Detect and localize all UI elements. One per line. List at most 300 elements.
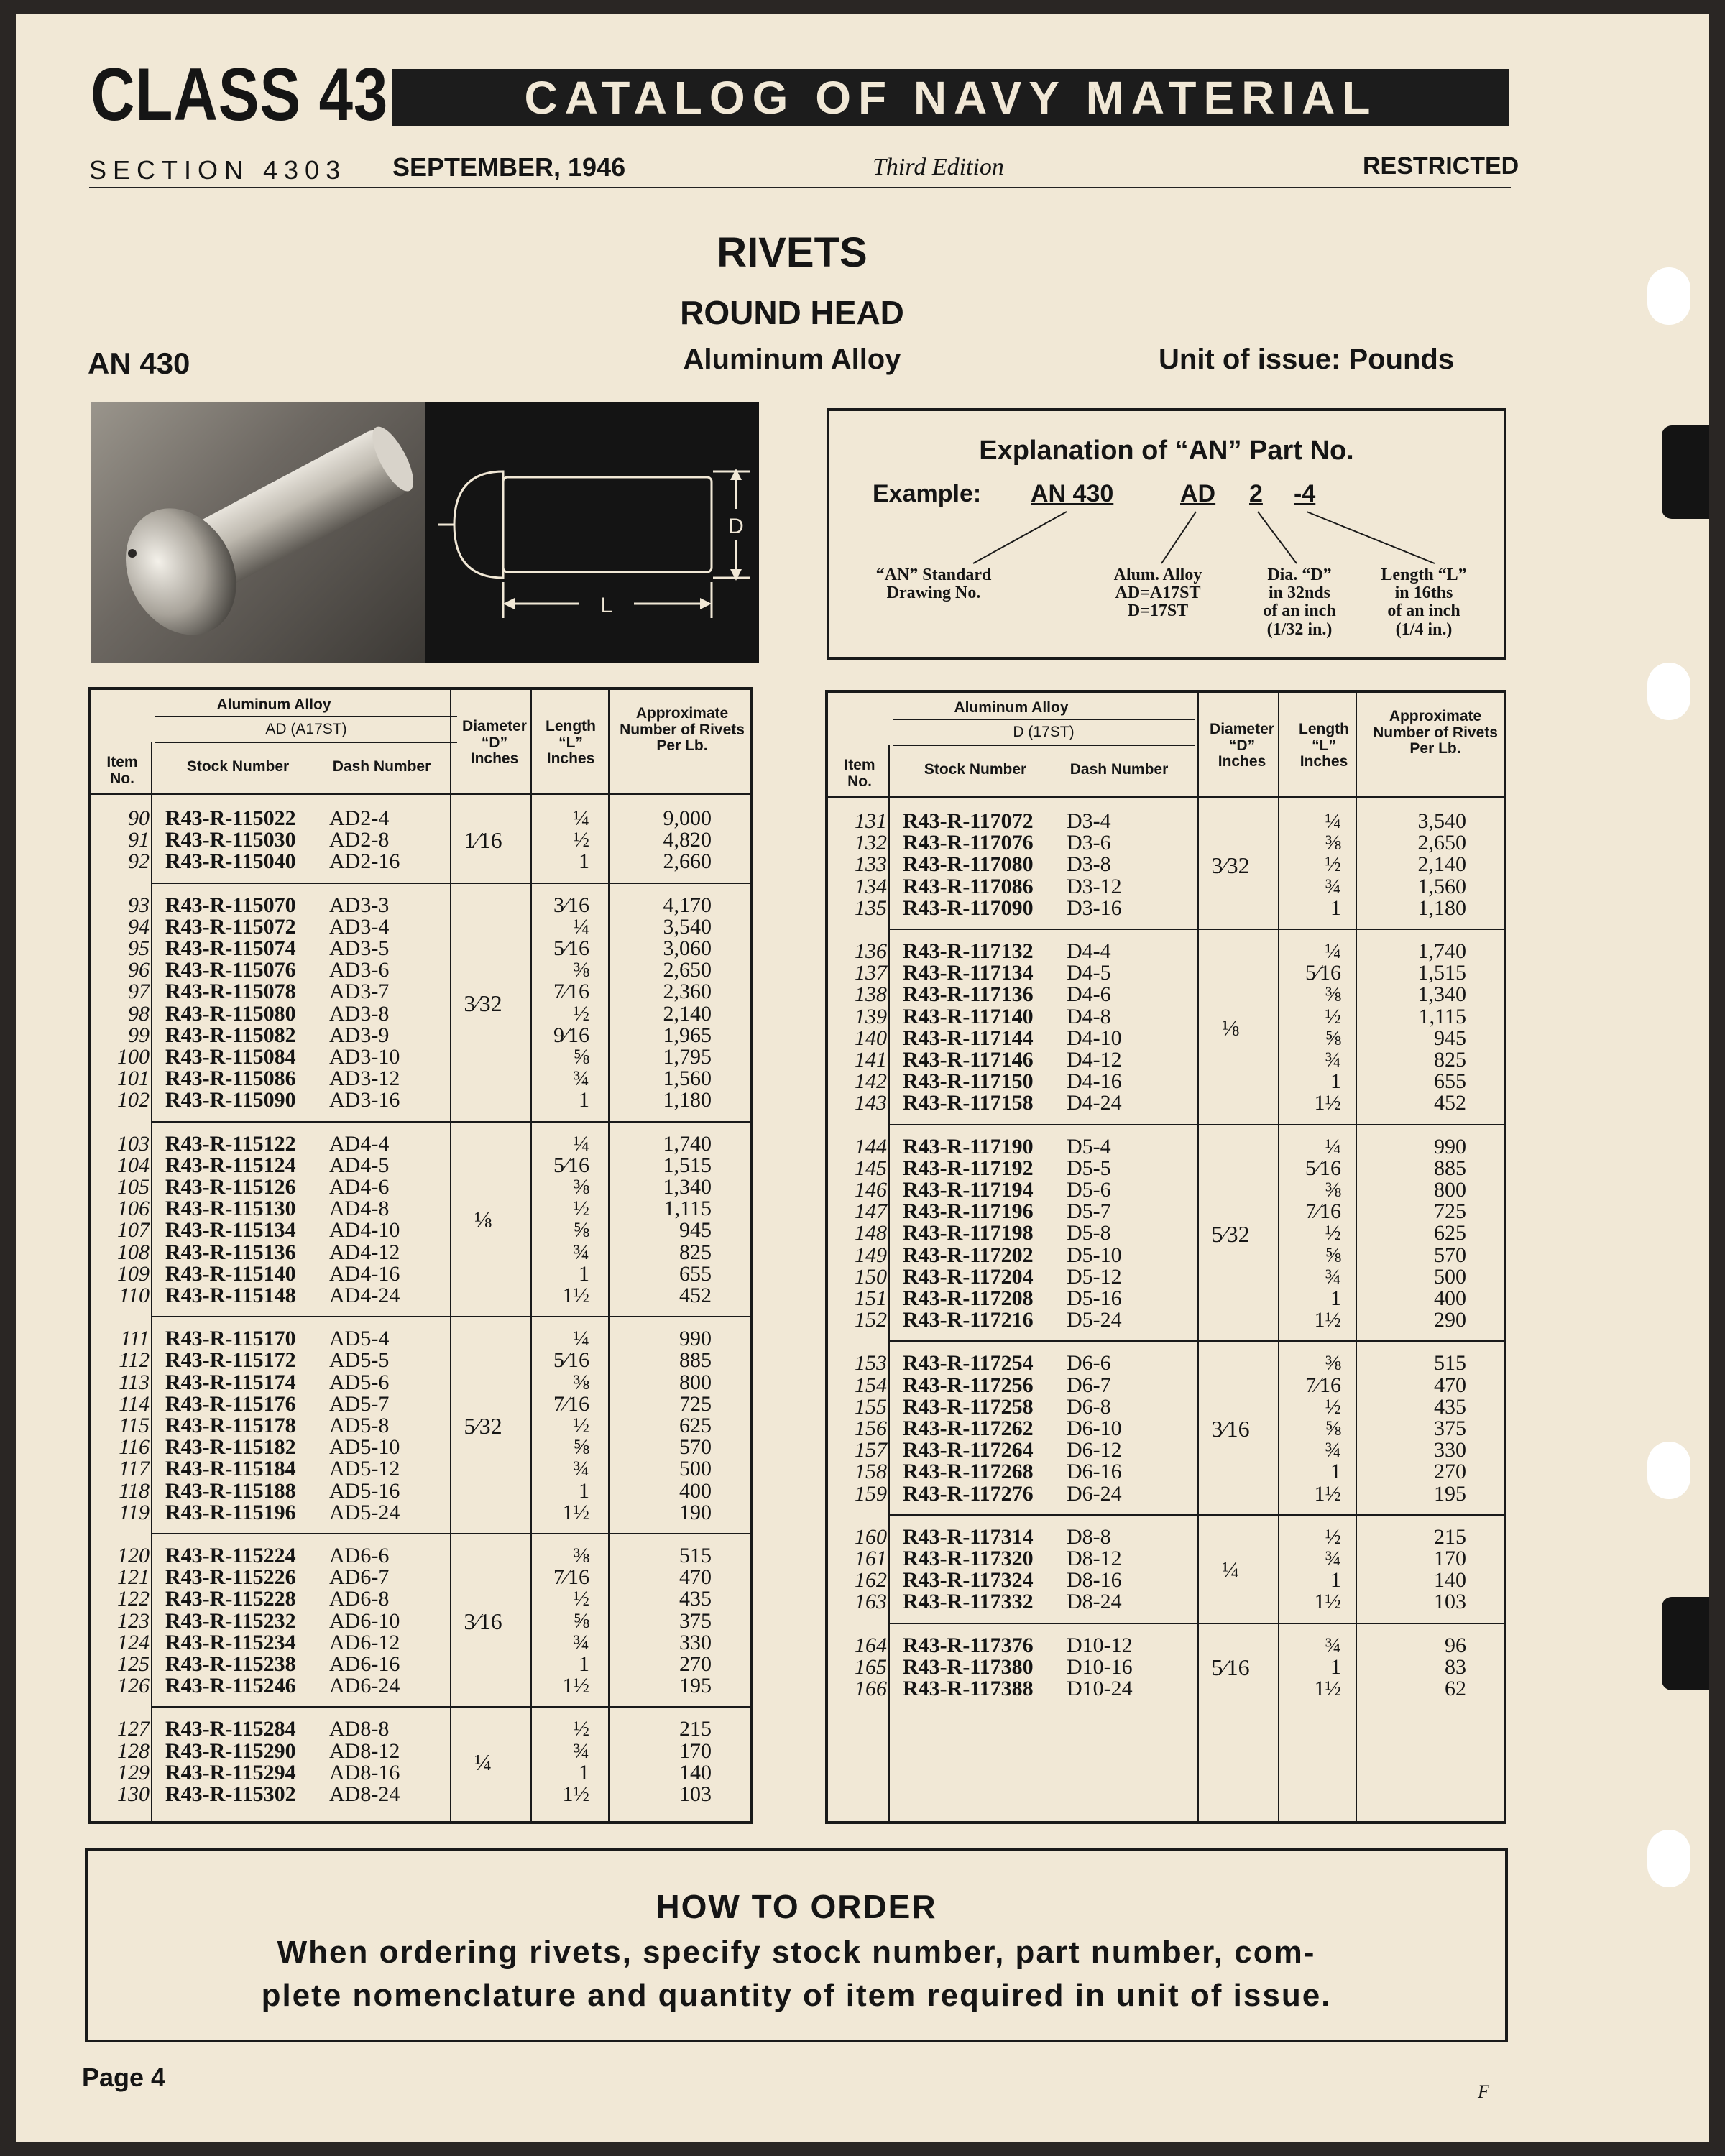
rivets-per-lb: 4,820 bbox=[663, 828, 712, 852]
note-line: Dia. “D” bbox=[1267, 566, 1332, 584]
col-dash-header: Dash Number bbox=[332, 758, 431, 775]
item-number: 155 bbox=[855, 1394, 887, 1419]
stock-number: R43-R-115176 bbox=[165, 1391, 296, 1416]
table-row bbox=[99, 1133, 742, 1155]
item-number: 96 bbox=[128, 958, 150, 982]
table-row bbox=[99, 1718, 742, 1740]
table-row bbox=[837, 1418, 1495, 1439]
dash-number: D10-24 bbox=[1067, 1677, 1133, 1700]
diameter-value: 3⁄16 bbox=[464, 1608, 502, 1634]
dash-number: D4-10 bbox=[1067, 1026, 1122, 1050]
rivets-per-lb: 500 bbox=[1434, 1264, 1466, 1289]
table-row bbox=[837, 1309, 1495, 1331]
length-value: ½ bbox=[573, 1197, 589, 1221]
note-line: “AN” Standard bbox=[875, 566, 992, 584]
sub-header: AD (A17ST) bbox=[265, 721, 347, 737]
rivets-per-lb: 1,180 bbox=[1417, 895, 1466, 920]
rivets-per-lb: 945 bbox=[1434, 1026, 1466, 1050]
diameter-value: ⅛ bbox=[1222, 1014, 1239, 1041]
stock-number: R43-R-115022 bbox=[165, 806, 296, 830]
rivets-per-lb: 1,115 bbox=[1418, 1004, 1466, 1028]
table-row bbox=[99, 1350, 742, 1371]
rivets-per-lb: 625 bbox=[1434, 1221, 1466, 1245]
length-value: 1½ bbox=[562, 1674, 589, 1698]
item-number: 104 bbox=[117, 1153, 150, 1177]
group-separator bbox=[151, 1316, 750, 1317]
dash-number: AD4-12 bbox=[329, 1240, 400, 1264]
example-part-diameter: 2 bbox=[1249, 480, 1263, 507]
dash-number: AD4-4 bbox=[329, 1131, 390, 1156]
length-value: 5⁄16 bbox=[553, 1153, 589, 1177]
dash-number: AD2-16 bbox=[329, 849, 400, 874]
binder-tab bbox=[1662, 1597, 1709, 1690]
table-row bbox=[837, 1201, 1495, 1222]
diameter-value: ¼ bbox=[474, 1749, 492, 1775]
rivets-per-lb: 270 bbox=[679, 1652, 712, 1676]
length-value: ½ bbox=[1325, 1524, 1341, 1549]
length-value: ½ bbox=[1325, 1221, 1341, 1245]
item-number: 162 bbox=[855, 1568, 887, 1593]
item-number: 98 bbox=[128, 1001, 150, 1026]
col-stock-header: Stock Number bbox=[186, 758, 290, 775]
stock-number: R43-R-117090 bbox=[903, 895, 1034, 920]
length-value: 1 bbox=[1330, 1654, 1341, 1679]
group-separator bbox=[888, 1124, 1504, 1125]
stock-number: R43-R-117208 bbox=[903, 1286, 1034, 1310]
rivets-per-lb: 452 bbox=[1434, 1091, 1466, 1115]
rivets-per-lb: 195 bbox=[1434, 1481, 1466, 1506]
dash-number: D6-16 bbox=[1067, 1460, 1122, 1484]
length-value: ⅜ bbox=[573, 958, 589, 982]
stock-number: R43-R-117324 bbox=[903, 1568, 1034, 1593]
length-value: 9⁄16 bbox=[553, 1023, 589, 1047]
col-item-header: Item No. bbox=[106, 754, 138, 787]
table-row bbox=[99, 1176, 742, 1198]
length-value: 7⁄16 bbox=[553, 980, 589, 1004]
table-row bbox=[99, 1068, 742, 1089]
part-number-explanation-box bbox=[827, 408, 1506, 660]
group-separator bbox=[151, 1121, 750, 1123]
table-row bbox=[99, 895, 742, 916]
dash-number: AD3-12 bbox=[329, 1067, 400, 1091]
example-part-length: -4 bbox=[1294, 480, 1316, 507]
how-to-order-box bbox=[85, 1848, 1508, 2042]
dash-number: AD5-16 bbox=[329, 1478, 400, 1503]
item-number: 130 bbox=[117, 1782, 150, 1806]
stock-number: R43-R-115040 bbox=[165, 849, 296, 874]
dash-number: AD5-10 bbox=[329, 1435, 400, 1460]
item-number: 149 bbox=[855, 1243, 887, 1267]
table-row bbox=[99, 1025, 742, 1046]
length-value: ¾ bbox=[573, 1067, 589, 1091]
dash-number: D4-4 bbox=[1067, 939, 1111, 963]
rivets-per-lb: 470 bbox=[679, 1565, 712, 1590]
dash-number: AD3-8 bbox=[329, 1001, 390, 1026]
rivets-per-lb: 1,515 bbox=[663, 1153, 712, 1177]
rivets-per-lb: 330 bbox=[1434, 1438, 1466, 1462]
catalog-banner: CATALOG OF NAVY MATERIAL bbox=[392, 69, 1509, 126]
col-diameter-header: Diameter “D” Inches bbox=[1210, 721, 1274, 770]
date-label: SEPTEMBER, 1946 bbox=[392, 152, 626, 182]
header-divider bbox=[89, 187, 1511, 188]
diameter-value: 3⁄32 bbox=[1211, 852, 1250, 878]
class-title: CLASS 43 bbox=[91, 53, 389, 137]
item-number: 112 bbox=[119, 1348, 150, 1373]
stock-number: R43-R-117190 bbox=[903, 1134, 1034, 1158]
item-number: 129 bbox=[117, 1760, 150, 1784]
length-value: ½ bbox=[1325, 1004, 1341, 1028]
dash-number: AD6-10 bbox=[329, 1608, 400, 1633]
length-value: ½ bbox=[573, 1001, 589, 1026]
table-row bbox=[99, 1502, 742, 1524]
length-value: ⅜ bbox=[573, 1370, 589, 1394]
rivets-per-lb: 190 bbox=[679, 1500, 712, 1524]
length-value: ½ bbox=[573, 1587, 589, 1611]
length-value: 1 bbox=[1330, 1069, 1341, 1094]
dash-number: D5-5 bbox=[1067, 1156, 1111, 1180]
stock-number: R43-R-117196 bbox=[903, 1199, 1034, 1224]
rivets-per-lb: 990 bbox=[1434, 1134, 1466, 1158]
table-row bbox=[837, 1678, 1495, 1700]
stock-number: R43-R-115170 bbox=[165, 1327, 296, 1351]
table-row bbox=[837, 1245, 1495, 1266]
item-number: 95 bbox=[128, 936, 150, 960]
edition-label: Third Edition bbox=[873, 154, 1004, 180]
binder-hole bbox=[1647, 1830, 1690, 1887]
table-row bbox=[837, 1288, 1495, 1309]
rivets-per-lb: 1,740 bbox=[1417, 939, 1466, 963]
item-number: 108 bbox=[117, 1240, 150, 1264]
stock-number: R43-R-115030 bbox=[165, 828, 296, 852]
rivets-per-lb: 500 bbox=[679, 1457, 712, 1481]
rivets-per-lb: 435 bbox=[679, 1587, 712, 1611]
item-number: 164 bbox=[855, 1633, 887, 1657]
table-row bbox=[99, 1046, 742, 1068]
diameter-value: 3⁄32 bbox=[464, 990, 502, 1016]
dash-number: AD5-5 bbox=[329, 1348, 390, 1373]
stock-number: R43-R-115290 bbox=[165, 1738, 296, 1763]
header-rule bbox=[91, 793, 750, 795]
length-value: 1½ bbox=[1314, 1590, 1341, 1614]
binder-hole bbox=[1647, 663, 1690, 720]
rivets-per-lb: 2,140 bbox=[663, 1001, 712, 1026]
rivets-per-lb: 655 bbox=[1434, 1069, 1466, 1094]
item-number: 125 bbox=[117, 1652, 150, 1676]
dash-number: AD3-6 bbox=[329, 958, 390, 982]
table-row bbox=[99, 1393, 742, 1415]
item-number: 159 bbox=[855, 1481, 887, 1506]
item-number: 158 bbox=[855, 1460, 887, 1484]
length-value: ½ bbox=[1325, 852, 1341, 877]
stock-number: R43-R-115232 bbox=[165, 1608, 296, 1633]
length-value: ⅝ bbox=[573, 1218, 589, 1243]
item-number: 100 bbox=[117, 1045, 150, 1069]
table-row bbox=[837, 1136, 1495, 1158]
table-row bbox=[99, 808, 742, 829]
dash-number: AD6-7 bbox=[329, 1565, 390, 1590]
length-value: ¼ bbox=[1325, 809, 1341, 833]
dash-number: D6-10 bbox=[1067, 1416, 1122, 1440]
item-number: 123 bbox=[117, 1608, 150, 1633]
dash-number: D8-24 bbox=[1067, 1590, 1122, 1614]
stock-number: R43-R-117076 bbox=[903, 831, 1034, 855]
dash-number: AD8-12 bbox=[329, 1738, 400, 1763]
item-number: 160 bbox=[855, 1524, 887, 1549]
dash-number: D10-12 bbox=[1067, 1633, 1133, 1657]
length-value: ⅝ bbox=[573, 1045, 589, 1069]
table-row bbox=[837, 1158, 1495, 1179]
stock-number: R43-R-117256 bbox=[903, 1373, 1034, 1397]
table-row bbox=[837, 1654, 1495, 1679]
table-row bbox=[99, 1263, 742, 1285]
rivets-per-lb: 885 bbox=[1434, 1156, 1466, 1180]
group-header: Aluminum Alloy bbox=[954, 699, 1069, 716]
table-row bbox=[99, 1545, 742, 1567]
length-value: ¾ bbox=[1325, 1547, 1341, 1570]
item-number: 124 bbox=[117, 1630, 150, 1654]
rivets-per-lb: 375 bbox=[1434, 1416, 1466, 1440]
note-line: of an inch bbox=[1263, 602, 1336, 621]
binder-hole bbox=[1647, 1442, 1690, 1499]
length-value: 1 bbox=[579, 849, 589, 874]
rivets-per-lb: 3,060 bbox=[663, 936, 712, 960]
stock-number: R43-R-117080 bbox=[903, 852, 1034, 877]
rivet-photo bbox=[91, 402, 426, 663]
length-value: ⅜ bbox=[1325, 1178, 1341, 1202]
table-row bbox=[99, 1567, 742, 1588]
binder-hole bbox=[1647, 267, 1690, 325]
rivets-per-lb: 375 bbox=[679, 1608, 712, 1633]
rivets-per-lb: 1,965 bbox=[663, 1023, 712, 1047]
rivets-per-lb: 2,140 bbox=[1417, 852, 1466, 877]
table-row bbox=[837, 941, 1495, 962]
stock-number: R43-R-115246 bbox=[165, 1674, 296, 1698]
stock-number: R43-R-115122 bbox=[165, 1131, 296, 1156]
diameter-dimension-label: D bbox=[728, 515, 744, 538]
table-row bbox=[837, 876, 1495, 898]
table-row bbox=[99, 1155, 742, 1176]
item-number: 152 bbox=[855, 1308, 887, 1332]
unit-of-issue-label: Unit of issue: Pounds bbox=[1159, 344, 1455, 375]
note-line: D=17ST bbox=[1127, 602, 1189, 621]
rivets-per-lb: 103 bbox=[1434, 1590, 1466, 1614]
length-value: ⅜ bbox=[1325, 831, 1341, 855]
item-number: 121 bbox=[117, 1565, 150, 1590]
page-number: Page 4 bbox=[82, 2063, 166, 2092]
stock-number: R43-R-115224 bbox=[165, 1544, 296, 1567]
rivets-per-lb: 1,560 bbox=[663, 1067, 712, 1091]
rivets-per-lb: 452 bbox=[679, 1284, 712, 1307]
item-number: 154 bbox=[855, 1373, 887, 1397]
table-row bbox=[99, 1003, 742, 1025]
binder-tab bbox=[1662, 425, 1709, 519]
item-number: 116 bbox=[119, 1435, 150, 1460]
rivets-per-lb: 2,650 bbox=[663, 958, 712, 982]
example-label: Example: bbox=[873, 480, 982, 507]
table-row bbox=[837, 1049, 1495, 1071]
item-number: 144 bbox=[855, 1134, 887, 1158]
item-number: 141 bbox=[855, 1048, 887, 1072]
length-value: ¾ bbox=[1325, 1438, 1341, 1462]
dash-number: AD3-3 bbox=[329, 893, 390, 917]
rivets-per-lb: 470 bbox=[1434, 1373, 1466, 1397]
table-row bbox=[837, 1570, 1495, 1591]
item-number: 161 bbox=[855, 1547, 887, 1570]
dash-number: D5-4 bbox=[1067, 1134, 1111, 1158]
length-value: 7⁄16 bbox=[1305, 1199, 1341, 1224]
length-value: ¼ bbox=[573, 914, 589, 939]
table-row bbox=[837, 1179, 1495, 1201]
rivets-per-lb: 9,000 bbox=[663, 806, 712, 830]
dash-number: AD6-24 bbox=[329, 1674, 400, 1698]
length-value: ⅝ bbox=[573, 1435, 589, 1460]
length-value: 1½ bbox=[1314, 1091, 1341, 1115]
stock-number: R43-R-115184 bbox=[165, 1457, 296, 1481]
rivets-per-lb: 140 bbox=[679, 1760, 712, 1784]
item-number: 166 bbox=[855, 1677, 887, 1700]
dash-number: D3-4 bbox=[1067, 809, 1111, 833]
table-row bbox=[99, 1675, 742, 1697]
table-row bbox=[837, 811, 1495, 832]
dash-number: AD5-6 bbox=[329, 1370, 390, 1394]
dash-number: AD4-16 bbox=[329, 1261, 400, 1286]
length-value: 1 bbox=[579, 1261, 589, 1286]
length-value: 1 bbox=[1330, 1568, 1341, 1593]
stock-number: R43-R-115072 bbox=[165, 914, 296, 939]
stock-number: R43-R-117150 bbox=[903, 1069, 1034, 1094]
length-value: 7⁄16 bbox=[553, 1391, 589, 1416]
stock-number: R43-R-115228 bbox=[165, 1587, 296, 1611]
length-value: 5⁄16 bbox=[1305, 1156, 1341, 1180]
example-part-alloy: AD bbox=[1180, 480, 1216, 507]
dash-number: D8-16 bbox=[1067, 1568, 1122, 1593]
rivets-per-lb: 170 bbox=[1434, 1547, 1466, 1570]
rivets-per-lb: 400 bbox=[679, 1478, 712, 1503]
dash-number: D8-12 bbox=[1067, 1547, 1122, 1570]
dash-number: AD5-4 bbox=[329, 1327, 390, 1351]
page-subtitle: ROUND HEAD bbox=[680, 294, 904, 331]
dash-number: D6-12 bbox=[1067, 1438, 1122, 1462]
item-number: 163 bbox=[855, 1590, 887, 1614]
rivets-per-lb: 945 bbox=[679, 1218, 712, 1243]
dash-number: D3-12 bbox=[1067, 874, 1122, 898]
diameter-value: 3⁄16 bbox=[1211, 1416, 1250, 1442]
rivets-per-lb: 1,340 bbox=[663, 1175, 712, 1199]
stock-number: R43-R-115074 bbox=[165, 936, 296, 960]
rivets-per-lb: 1,740 bbox=[663, 1131, 712, 1156]
item-number: 92 bbox=[128, 849, 150, 874]
rivets-per-lb: 270 bbox=[1434, 1460, 1466, 1484]
stock-number: R43-R-117276 bbox=[903, 1481, 1034, 1506]
dash-number: AD8-24 bbox=[329, 1782, 400, 1806]
stock-number: R43-R-115148 bbox=[165, 1284, 296, 1307]
length-value: ¾ bbox=[1325, 874, 1341, 898]
length-value: 1 bbox=[579, 1478, 589, 1503]
stock-number: R43-R-117132 bbox=[903, 939, 1034, 963]
dash-number: D5-8 bbox=[1067, 1221, 1111, 1245]
stock-number: R43-R-115136 bbox=[165, 1240, 296, 1264]
d-alloy-rivet-table bbox=[825, 690, 1506, 1824]
item-number: 145 bbox=[855, 1156, 887, 1180]
stock-number: R43-R-115086 bbox=[165, 1067, 296, 1091]
stock-number: R43-R-117380 bbox=[903, 1654, 1034, 1679]
rivets-per-lb: 725 bbox=[1434, 1199, 1466, 1224]
diameter-value: ⅛ bbox=[474, 1207, 492, 1233]
dash-number: D5-16 bbox=[1067, 1286, 1122, 1310]
rivets-per-lb: 1,795 bbox=[663, 1045, 712, 1069]
rivets-per-lb: 725 bbox=[679, 1391, 712, 1416]
dash-number: AD3-7 bbox=[329, 980, 390, 1004]
length-value: 1 bbox=[1330, 1460, 1341, 1484]
table-row bbox=[837, 1461, 1495, 1483]
table-row bbox=[837, 1222, 1495, 1244]
table-row bbox=[99, 1762, 742, 1784]
dash-number: AD4-5 bbox=[329, 1153, 390, 1177]
col-item-header: Item No. bbox=[844, 757, 875, 790]
item-number: 148 bbox=[855, 1221, 887, 1245]
item-number: 113 bbox=[119, 1370, 150, 1394]
length-value: ⅝ bbox=[1325, 1026, 1341, 1050]
stock-number: R43-R-117262 bbox=[903, 1416, 1034, 1440]
how-to-order-title: HOW TO ORDER bbox=[656, 1888, 937, 1925]
stock-number: R43-R-117216 bbox=[903, 1308, 1034, 1332]
length-value: ¾ bbox=[1325, 1048, 1341, 1072]
table-row bbox=[837, 1375, 1495, 1396]
item-number: 118 bbox=[119, 1478, 150, 1503]
stock-number: R43-R-115226 bbox=[165, 1565, 296, 1590]
rivets-per-lb: 800 bbox=[679, 1370, 712, 1394]
dash-number: AD3-16 bbox=[329, 1088, 400, 1112]
note-line: AD=A17ST bbox=[1115, 584, 1201, 603]
dash-number: D8-8 bbox=[1067, 1524, 1111, 1549]
length-value: 1½ bbox=[1314, 1481, 1341, 1506]
item-number: 122 bbox=[117, 1587, 150, 1611]
dash-number: D5-6 bbox=[1067, 1178, 1111, 1202]
stock-number: R43-R-117144 bbox=[903, 1026, 1034, 1050]
dash-number: AD4-6 bbox=[329, 1175, 390, 1199]
catalog-page bbox=[16, 14, 1709, 2142]
dash-number: AD5-8 bbox=[329, 1414, 390, 1437]
rivets-per-lb: 625 bbox=[679, 1414, 712, 1437]
header-rule bbox=[828, 796, 1504, 798]
length-value: ⅜ bbox=[573, 1175, 589, 1199]
table-row bbox=[99, 1198, 742, 1220]
stock-number: R43-R-117376 bbox=[903, 1633, 1034, 1657]
item-number: 107 bbox=[117, 1218, 150, 1243]
rivets-per-lb: 990 bbox=[679, 1327, 712, 1351]
item-number: 139 bbox=[855, 1004, 887, 1028]
rivets-per-lb: 570 bbox=[679, 1435, 712, 1460]
rivets-per-lb: 570 bbox=[1434, 1243, 1466, 1267]
rivets-per-lb: 435 bbox=[1434, 1394, 1466, 1419]
length-value: ⅝ bbox=[573, 1608, 589, 1633]
item-number: 109 bbox=[117, 1261, 150, 1286]
stock-number: R43-R-115126 bbox=[165, 1175, 296, 1199]
item-number: 91 bbox=[128, 828, 150, 852]
stock-number: R43-R-115302 bbox=[165, 1782, 296, 1806]
length-value: 5⁄16 bbox=[553, 1348, 589, 1373]
table-row bbox=[99, 1415, 742, 1437]
stock-number: R43-R-117202 bbox=[903, 1243, 1034, 1267]
dash-number: AD4-8 bbox=[329, 1197, 390, 1221]
table-row bbox=[99, 1437, 742, 1458]
item-number: 117 bbox=[119, 1457, 150, 1481]
rivets-per-lb: 140 bbox=[1434, 1568, 1466, 1593]
table-row bbox=[837, 1266, 1495, 1288]
table-row bbox=[99, 1784, 742, 1805]
length-value: 1½ bbox=[562, 1284, 589, 1307]
length-value: 1½ bbox=[562, 1500, 589, 1524]
